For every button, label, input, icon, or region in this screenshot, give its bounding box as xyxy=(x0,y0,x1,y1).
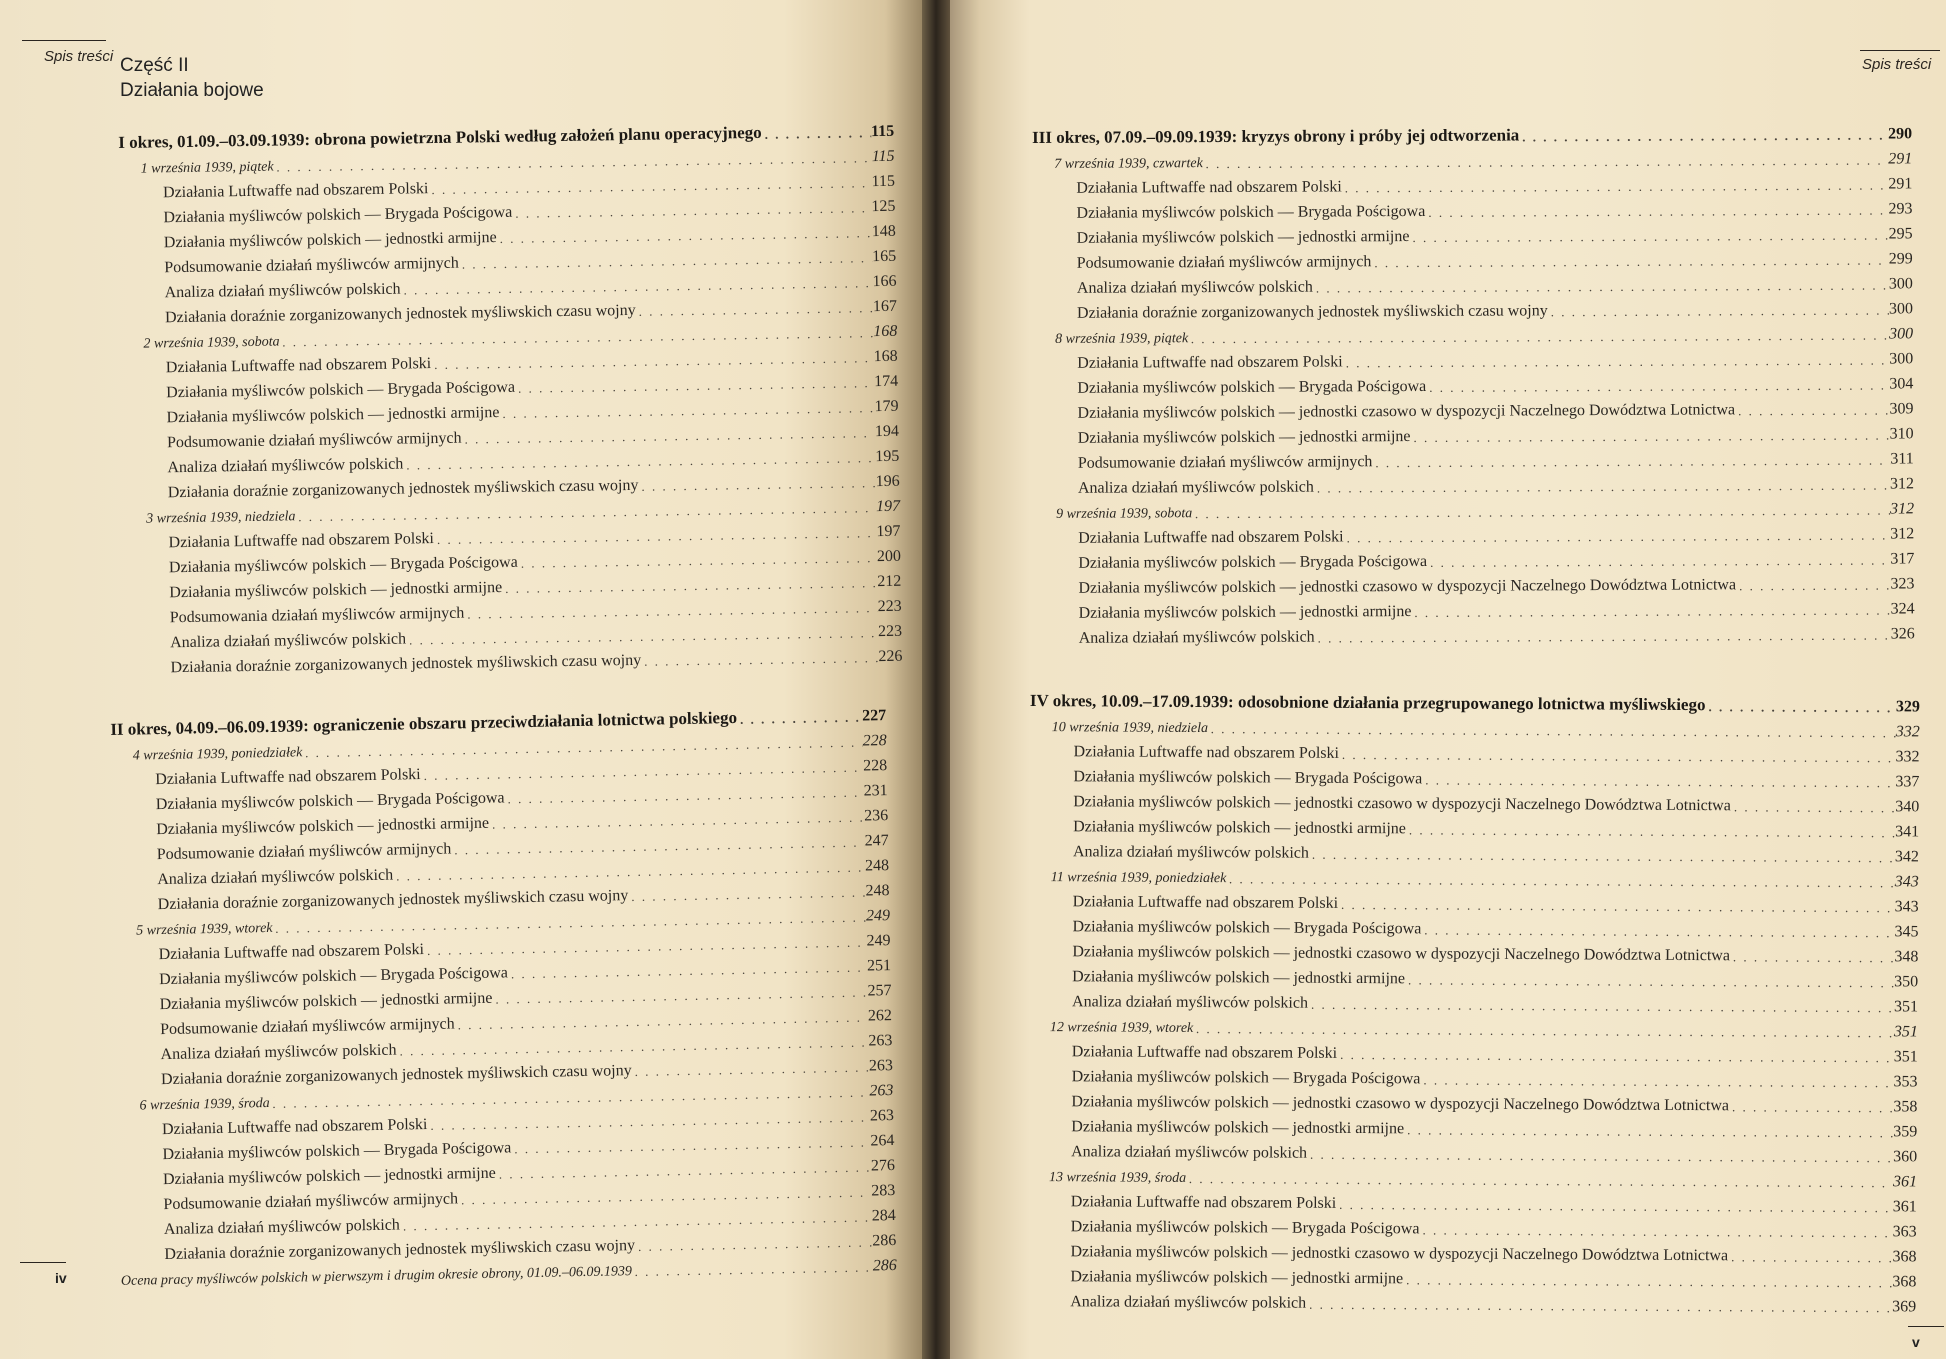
dot-leader xyxy=(1306,1297,1892,1317)
toc-entry-page: 300 xyxy=(1889,325,1914,343)
toc-entry-title: Działania myśliwców polskich — jednostki czasowo w dyspozycji Naczelnego Dowództwa Lotnictwa xyxy=(1078,576,1737,597)
toc-entry-page: 369 xyxy=(1892,1298,1917,1316)
toc-entry-page: 262 xyxy=(867,1007,893,1025)
toc-entry-page: 351 xyxy=(1893,1023,1918,1041)
toc-entry-page: 168 xyxy=(873,322,898,341)
toc-entry-page: 249 xyxy=(865,907,891,925)
toc-entry-title: Działania myśliwców polskich — jednostki armijne xyxy=(1071,1118,1405,1138)
toc-entry-title: Działania myśliwców polskich — Brygada Pościgowa xyxy=(163,203,513,227)
toc-entry-page: 342 xyxy=(1894,848,1920,866)
header-rule xyxy=(22,40,106,41)
toc-entry-page: 353 xyxy=(1893,1073,1918,1091)
toc-period-2 xyxy=(110,697,897,1290)
toc-entry-page: 248 xyxy=(865,882,890,900)
toc-entry-title: Działania doraźnie zorganizowanych jednostek myśliwskich czasu wojny xyxy=(170,651,642,677)
toc-entry-page: 251 xyxy=(866,957,892,975)
page-number: iv xyxy=(55,1270,67,1286)
toc-entry-page: 227 xyxy=(862,707,887,725)
toc-entry-page: 368 xyxy=(1892,1248,1917,1266)
toc-entry-page: 351 xyxy=(1893,998,1919,1016)
toc-entry-page: 236 xyxy=(863,807,889,825)
toc-entry-page: 348 xyxy=(1894,948,1919,966)
toc-entry-title: Działania Luftwaffe nad obszarem Polski xyxy=(155,766,421,789)
toc-entry-title: Działania myśliwców polskich — Brygada Pościgowa xyxy=(1076,202,1426,222)
toc-entry-title: Działania Luftwaffe nad obszarem Polski xyxy=(1078,528,1344,547)
toc-entry-title: Podsumowanie działań myśliwców armijnych xyxy=(1077,453,1373,472)
toc-entry-title: Działania myśliwców polskich — Brygada Pościgowa xyxy=(162,1139,512,1164)
toc-entry-title: Działania Luftwaffe nad obszarem Polski xyxy=(161,1115,428,1139)
toc-entry-page: 341 xyxy=(1895,823,1920,841)
toc-entry-title: Podsumowanie działań myśliwców armijnych xyxy=(166,429,462,452)
toc-entry-page: 197 xyxy=(875,497,901,516)
toc-entry-title: 1 września 1939, piątek xyxy=(140,159,274,177)
right-page xyxy=(950,0,1946,1359)
toc-entry-page: 317 xyxy=(1890,550,1915,568)
toc-entry-page: 361 xyxy=(1892,1198,1917,1216)
toc-entry-title: Analiza działań myśliwców polskich xyxy=(1076,278,1313,297)
toc-entry-title: Działania myśliwców polskich — jednostki armijne xyxy=(1073,818,1406,838)
toc-entry-title: 9 września 1939, sobota xyxy=(1056,506,1193,522)
toc-entry-page: 115 xyxy=(870,122,895,141)
toc-entry-page: 223 xyxy=(877,622,903,641)
toc-entry-title: Analiza działań myśliwców polskich xyxy=(1071,1143,1308,1162)
toc-entry-page: 350 xyxy=(1894,973,1919,991)
left-page xyxy=(0,0,922,1359)
toc-entry-page: 368 xyxy=(1892,1273,1917,1291)
toc-entry-page: 345 xyxy=(1894,923,1919,941)
toc-entry-page: 343 xyxy=(1894,873,1919,891)
toc-entry-title: Działania myśliwców polskich — jednostki czasowo w dyspozycji Naczelnego Dowództwa Lotnictwa xyxy=(1077,401,1736,422)
toc-entry-title: Działania myśliwców polskich — Brygada Pościgowa xyxy=(158,964,509,989)
toc-entry-sub xyxy=(1026,1286,1916,1316)
toc-entry-title: Działania myśliwców polskich — Brygada Pościgowa xyxy=(1073,768,1423,788)
toc-entry-page: 337 xyxy=(1895,773,1920,791)
toc-entry-page: 310 xyxy=(1889,425,1914,443)
toc-entry-page: 167 xyxy=(872,297,898,316)
toc-entry-title: Działania doraźnie zorganizowanych jednostek myśliwskich czasu wojny xyxy=(160,1062,632,1089)
toc-entry-title: 5 września 1939, wtorek xyxy=(136,920,273,939)
dot-leader xyxy=(1519,128,1888,146)
toc-entry-page: 291 xyxy=(1888,150,1913,168)
toc-entry-page: 326 xyxy=(1890,625,1915,643)
running-head: Spis treści xyxy=(44,48,114,65)
dot-leader xyxy=(1730,949,1894,966)
toc-entry-title: 4 września 1939, poniedziałek xyxy=(132,745,303,764)
toc-entry-title: Działania myśliwców polskich — Brygada Pościgowa xyxy=(155,789,505,814)
toc-entry-page: 226 xyxy=(878,647,903,666)
toc-entry-page: 115 xyxy=(871,172,896,191)
part-title: Część II xyxy=(120,55,189,76)
toc-entry-title: I okres, 01.09.–03.09.1939: obrona powietrzna Polski według założeń planu operacyjnego xyxy=(118,122,762,152)
toc-entry-page: 212 xyxy=(877,572,902,591)
toc-period-4 xyxy=(1026,683,1920,1316)
toc-entry-page: 295 xyxy=(1888,225,1913,243)
toc-entry-title: Działania Luftwaffe nad obszarem Polski xyxy=(158,941,425,964)
toc-entry-title: Działania Luftwaffe nad obszarem Polski xyxy=(1073,743,1340,762)
running-head: Spis treści xyxy=(1862,56,1932,73)
toc-entry-page: 304 xyxy=(1889,375,1914,393)
toc-entry-sub xyxy=(1035,618,1915,648)
toc-entry-title: Podsumowanie działań myśliwców armijnych xyxy=(1076,253,1372,272)
toc-entry-title: Analiza działań myśliwców polskich xyxy=(160,1041,397,1064)
toc-entry-page: 332 xyxy=(1895,723,1920,741)
toc-entry-title: Działania myśliwców polskich — Brygada Pościgowa xyxy=(1078,552,1428,572)
toc-entry-page: 291 xyxy=(1888,175,1913,193)
toc-entry-title: Działania myśliwców polskich — jednostki armijne xyxy=(169,579,503,602)
toc-entry-page: 290 xyxy=(1888,125,1913,143)
toc-entry-title: Działania myśliwców polskich — Brygada Pościgowa xyxy=(166,378,516,402)
toc-entry-page: 115 xyxy=(871,147,895,166)
toc-entry-page: 361 xyxy=(1892,1173,1918,1191)
toc-entry-page: 358 xyxy=(1893,1098,1918,1116)
dot-leader xyxy=(1548,303,1889,321)
toc-entry-page: 263 xyxy=(869,1107,895,1125)
toc-entry-page: 363 xyxy=(1892,1223,1917,1241)
header-rule xyxy=(1860,50,1940,51)
toc-entry-page: 166 xyxy=(872,272,897,291)
dot-leader xyxy=(1315,628,1891,647)
toc-entry-title: Działania myśliwców polskich — Brygada Pościgowa xyxy=(1072,918,1422,938)
toc-entry-title: Analiza działań myśliwców polskich xyxy=(1072,843,1309,862)
toc-entry-title: Działania myśliwców polskich — jednostki armijne xyxy=(166,404,500,427)
toc-entry-page: 263 xyxy=(868,1057,894,1075)
toc-entry-title: 8 września 1939, piątek xyxy=(1055,331,1189,347)
dot-leader xyxy=(1705,699,1895,716)
toc-entry-page: 312 xyxy=(1890,500,1915,518)
toc-entry-title: Działania myśliwców polskich — Brygada Pościgowa xyxy=(1070,1218,1420,1238)
toc-entry-page: 148 xyxy=(871,222,896,241)
toc-entry-page: 293 xyxy=(1888,200,1913,218)
toc-entry-title: Działania myśliwców polskich — Brygada Pościgowa xyxy=(1071,1068,1421,1088)
toc-entry-page: 264 xyxy=(870,1132,895,1150)
toc-entry-title: Działania doraźnie zorganizowanych jednostek myśliwskich czasu wojny xyxy=(164,1237,636,1264)
toc-entry-title: Podsumowanie działań myśliwców armijnych xyxy=(164,254,459,277)
dot-leader xyxy=(762,125,872,143)
toc-entry-page: 263 xyxy=(869,1082,894,1100)
dot-leader xyxy=(632,1259,873,1280)
toc-entry-page: 168 xyxy=(873,347,898,366)
toc-entry-title: Działania Luftwaffe nad obszarem Polski xyxy=(1077,353,1343,372)
toc-entry-title: Działania myśliwców polskich — Brygada Pościgowa xyxy=(1077,377,1427,397)
toc-entry-page: 300 xyxy=(1889,350,1914,368)
toc-entry-title: Podsumowanie działań myśliwców armijnych xyxy=(163,1190,459,1214)
toc-entry-page: 257 xyxy=(867,982,892,1000)
toc-entry-title: Działania myśliwców polskich — jednostki armijne xyxy=(1077,428,1411,447)
toc-entry-page: 195 xyxy=(875,447,900,466)
toc-entry-page: 263 xyxy=(868,1032,893,1050)
toc-entry-title: IV okres, 10.09.–17.09.1939: odosobnione działania przegrupowanego lotnictwa myśliwskiego xyxy=(1029,690,1706,715)
toc-entry-title: Działania myśliwców polskich — jednostki armijne xyxy=(162,1164,496,1189)
toc-entry-page: 351 xyxy=(1893,1048,1918,1066)
toc-entry-title: Analiza działań myśliwców polskich xyxy=(170,630,407,652)
toc-entry-title: Działania myśliwców polskich — jednostki czasowo w dyspozycji Naczelnego Dowództwa Lotnictwa xyxy=(1073,793,1731,815)
toc-entry-page: 283 xyxy=(871,1182,896,1200)
toc-entry-page: 300 xyxy=(1888,275,1913,293)
part-heading xyxy=(120,53,264,103)
toc-entry-title: Działania myśliwców polskich — jednostki armijne xyxy=(1072,968,1406,988)
toc-entry-page: 343 xyxy=(1894,898,1919,916)
toc-entry-page: 284 xyxy=(871,1207,896,1225)
toc-entry-title: II okres, 04.09.–06.09.1939: ograniczenie obszaru przeciwdziałania lotnictwa polskiego xyxy=(110,707,738,739)
toc-entry-page: 300 xyxy=(1888,300,1914,318)
toc-entry-title: Działania Luftwaffe nad obszarem Polski xyxy=(1070,1193,1337,1212)
footer-rule xyxy=(20,1262,66,1263)
toc-entry-title: Działania myśliwców polskich — jednostki armijne xyxy=(163,229,497,252)
toc-entry-page: 174 xyxy=(873,372,899,391)
toc-entry-page: 311 xyxy=(1890,450,1914,468)
toc-entry-title: Analiza działań myśliwców polskich xyxy=(164,280,401,302)
toc-entry-title: Działania Luftwaffe nad obszarem Polski xyxy=(162,180,429,202)
toc-entry-title: Analiza działań myśliwców polskich xyxy=(167,455,404,477)
toc-entry-page: 332 xyxy=(1895,748,1920,766)
toc-entry-page: 179 xyxy=(874,397,899,416)
toc-entry-title: 7 września 1939, czwartek xyxy=(1054,156,1203,172)
toc-entry-title: Działania Luftwaffe nad obszarem Polski xyxy=(165,355,432,377)
toc-entry-page: 340 xyxy=(1895,798,1920,816)
page-number: v xyxy=(1912,1334,1920,1350)
toc-entry-title: 6 września 1939, środa xyxy=(139,1096,270,1114)
toc-entry-page: 286 xyxy=(872,1256,897,1275)
toc-entry-title: Działania doraźnie zorganizowanych jednostek myśliwskich czasu wojny xyxy=(1076,302,1548,322)
toc-entry-title: 3 września 1939, niedziela xyxy=(146,509,296,527)
dot-leader xyxy=(1729,1099,1893,1116)
toc-entry-title: Podsumowanie działań myśliwców armijnych xyxy=(156,840,452,864)
toc-entry-title: III okres, 07.09.–09.09.1939: kryzys obrony i próby jej odtworzenia xyxy=(1032,125,1520,147)
toc-entry-title: Analiza działań myśliwców polskich xyxy=(163,1216,401,1239)
toc-period-3 xyxy=(1032,115,1915,648)
toc-entry-page: 247 xyxy=(864,832,889,850)
part-subtitle: Działania bojowe xyxy=(120,80,264,101)
toc-entry-page: 324 xyxy=(1890,600,1915,618)
toc-entry-page: 286 xyxy=(872,1232,897,1250)
toc-entry-page: 309 xyxy=(1889,400,1914,418)
toc-entry-title: Podsumowanie działań myśliwców armijnych xyxy=(159,1015,455,1039)
toc-entry-title: Działania myśliwców polskich — jednostki armijne xyxy=(1078,603,1412,622)
dot-leader xyxy=(1736,578,1890,595)
toc-entry-title: Działania myśliwców polskich — jednostki armijne xyxy=(1070,1268,1404,1288)
toc-entry-page: 231 xyxy=(863,782,888,800)
toc-entry-page: 248 xyxy=(864,857,890,875)
dot-leader xyxy=(641,650,879,670)
toc-entry-page: 299 xyxy=(1888,250,1913,268)
toc-entry-page: 276 xyxy=(870,1157,896,1175)
toc-entry-title: Działania Luftwaffe nad obszarem Polski xyxy=(1072,893,1339,912)
toc-entry-title: Analiza działań myśliwców polskich xyxy=(1077,478,1314,497)
toc-entry-page: 360 xyxy=(1893,1148,1918,1166)
toc-entry-title: 2 września 1939, sobota xyxy=(143,334,280,352)
book-gutter xyxy=(922,0,950,1359)
toc-entry-title: 12 września 1939, wtorek xyxy=(1049,1020,1194,1037)
toc-entry-page: 312 xyxy=(1889,475,1914,493)
dot-leader xyxy=(1735,403,1889,420)
toc-entry-title: Analiza działań myśliwców polskich xyxy=(1078,628,1315,647)
toc-entry-page: 200 xyxy=(876,547,902,566)
toc-entry-page: 197 xyxy=(876,522,901,541)
toc-entry-title: Działania myśliwców polskich — jednostki armijne xyxy=(1076,228,1410,247)
toc-entry-page: 194 xyxy=(874,422,900,441)
toc-entry-title: Działania doraźnie zorganizowanych jednostek myśliwskich czasu wojny xyxy=(164,301,636,327)
dot-leader xyxy=(1731,799,1895,816)
toc-entry-page: 359 xyxy=(1893,1123,1918,1141)
toc-entry-title: Działania Luftwaffe nad obszarem Polski xyxy=(1076,178,1342,197)
toc-entry-title: Ocena pracy myśliwców polskich w pierwszym i drugim okresie obrony, 01.09.–06.09.1939 xyxy=(120,1264,633,1289)
toc-entry-title: Działania myśliwców polskich — jednostki czasowo w dyspozycji Naczelnego Dowództwa Lotnictwa xyxy=(1070,1243,1729,1265)
toc-entry-page: 165 xyxy=(872,247,897,266)
toc-entry-title: Działania Luftwaffe nad obszarem Polski xyxy=(1071,1043,1338,1062)
toc-entry-title: Działania myśliwców polskich — jednostki armijne xyxy=(156,814,490,839)
toc-entry-page: 196 xyxy=(875,472,900,491)
toc-period-1 xyxy=(118,113,903,678)
toc-entry-page: 249 xyxy=(866,932,891,950)
toc-entry-title: 13 września 1939, środa xyxy=(1048,1170,1187,1186)
toc-entry-title: Analiza działań myśliwców polskich xyxy=(1072,993,1309,1012)
toc-entry-page: 228 xyxy=(863,757,888,775)
toc-entry-page: 312 xyxy=(1890,525,1915,543)
toc-entry-page: 125 xyxy=(871,197,896,216)
footer-rule xyxy=(1908,1326,1944,1327)
toc-entry-title: 10 września 1939, niedziela xyxy=(1051,720,1209,737)
toc-entry-page: 223 xyxy=(877,597,902,616)
toc-entry-title: Analiza działań myśliwców polskich xyxy=(1070,1293,1307,1312)
toc-entry-title: Działania myśliwców polskich — jednostki armijne xyxy=(159,989,493,1014)
toc-entry-title: Działania Luftwaffe nad obszarem Polski xyxy=(168,530,435,552)
toc-entry-page: 329 xyxy=(1895,698,1920,716)
toc-entry-title: Podsumowania działań myśliwców armijnych xyxy=(169,604,465,627)
dot-leader xyxy=(1728,1249,1892,1266)
toc-entry-title: Działania myśliwców polskich — jednostki czasowo w dyspozycji Naczelnego Dowództwa Lotnictwa xyxy=(1072,943,1731,965)
toc-entry-title: Działania myśliwców polskich — jednostki czasowo w dyspozycji Naczelnego Dowództwa Lotnictwa xyxy=(1071,1093,1730,1115)
toc-entry-title: 11 września 1939, poniedziałek xyxy=(1050,870,1227,887)
toc-entry-page: 228 xyxy=(862,732,887,750)
toc-entry-title: Działania myśliwców polskich — Brygada Pościgowa xyxy=(168,553,518,577)
toc-entry-title: Działania doraźnie zorganizowanych jednostek myśliwskich czasu wojny xyxy=(157,887,629,914)
toc-entry-title: Analiza działań myśliwców polskich xyxy=(157,866,394,889)
toc-entry-page: 323 xyxy=(1890,575,1915,593)
toc-entry-title: Działania doraźnie zorganizowanych jednostek myśliwskich czasu wojny xyxy=(167,476,639,502)
